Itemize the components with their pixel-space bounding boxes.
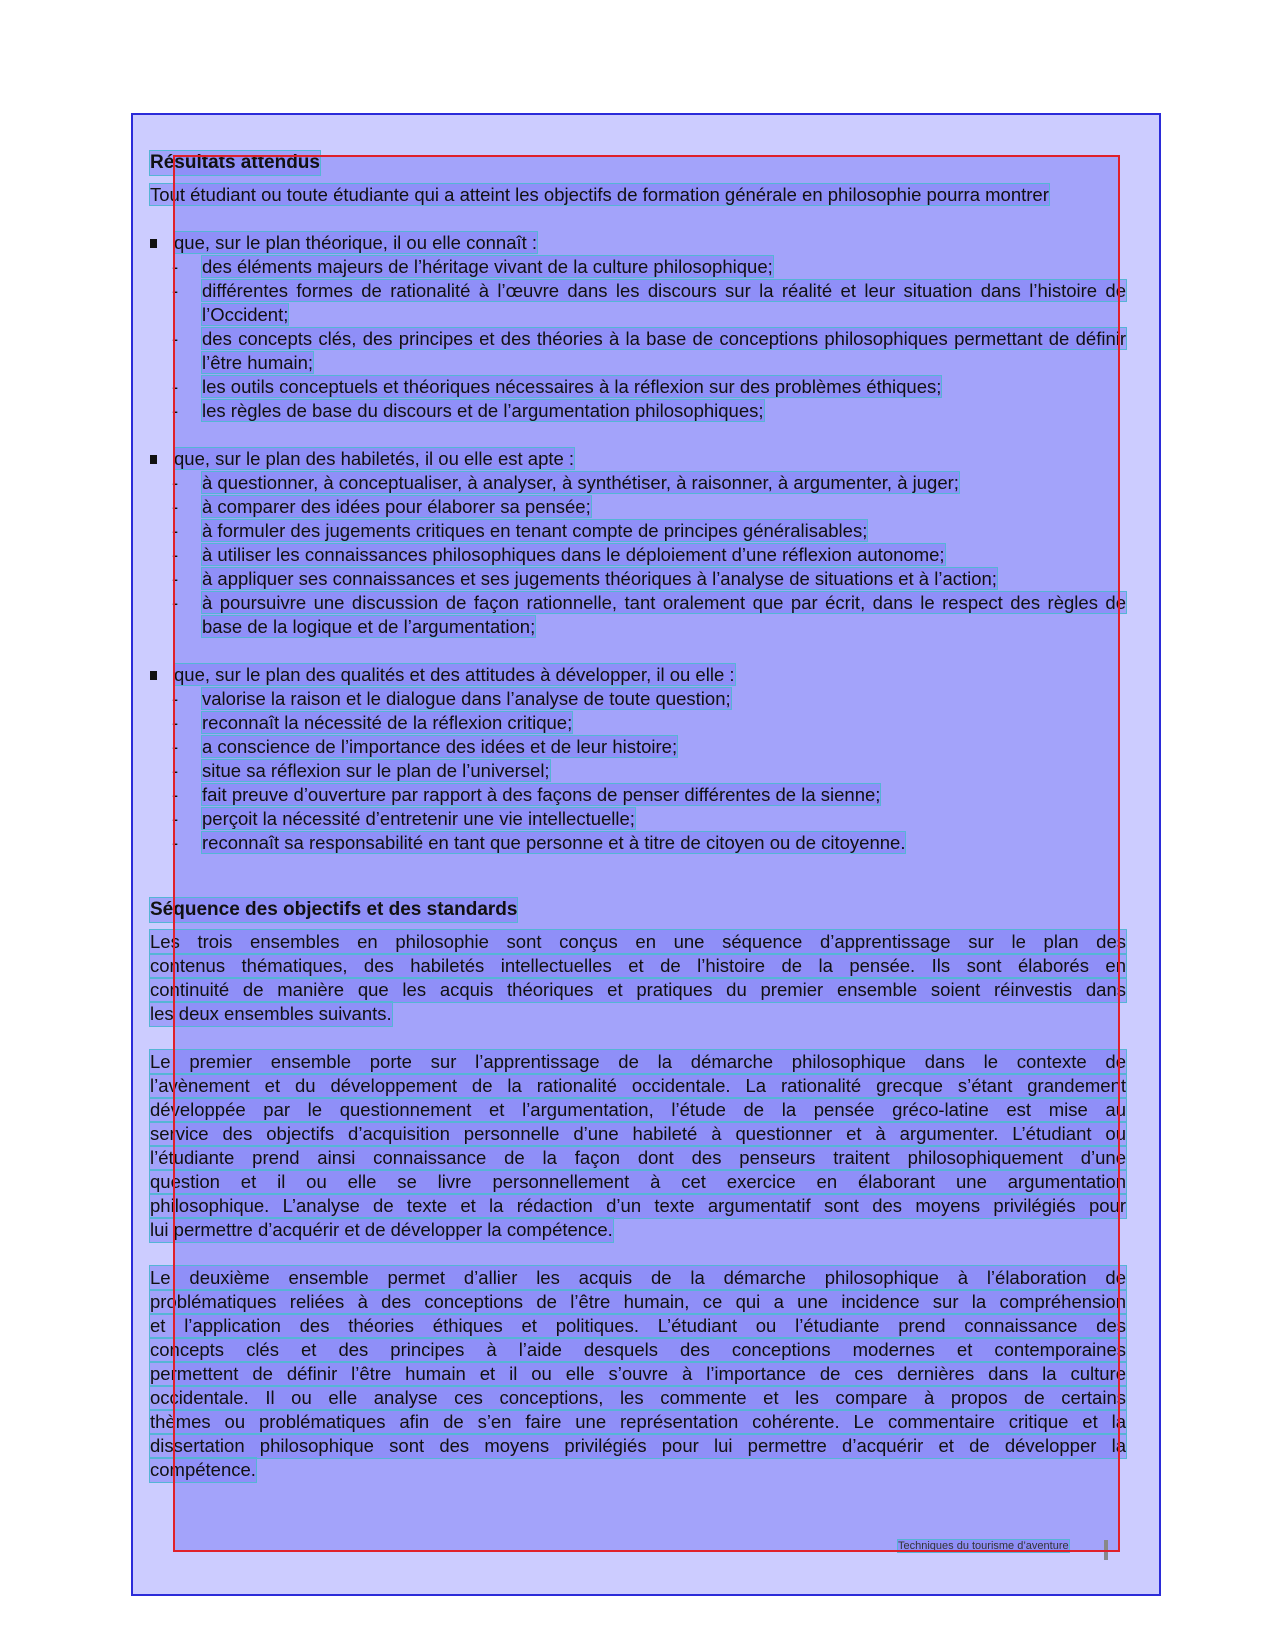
results-group-attitudes: [150, 663, 1126, 855]
group-head: que, sur le plan théorique, il ou elle connaît :: [150, 231, 1126, 255]
list-item: - les règles de base du discours et de l’argumentation philosophiques;: [172, 400, 764, 421]
list-item: - à utiliser les connaissances philosophiques dans le déploiement d’une réflexion autonome;: [172, 544, 945, 565]
results-intro: Tout étudiant ou toute étudiante qui a atteint les objectifs de formation générale en philosophie pourra montrer: [150, 184, 1049, 205]
list-item: - situe sa réflexion sur le plan de l’universel;: [172, 760, 550, 781]
results-group-skills: [150, 447, 1126, 639]
dash-icon: -: [172, 760, 179, 781]
dash-icon: -: [172, 400, 179, 421]
sequence-paragraph-2: Le premier ensemble porte sur l’apprentissage de la démarche philosophique dans le contexte de l’avènement et du développement de la rationalité occidentale. La rationalité grecque s’étant grandement développée par le questionnement et l’argumentation, l’étude de la pensée gréco-latine est mise au service des objectifs d’acquisition personnelle d’une habileté à questionner et à argumenter. L’étudiant ou l’étudiante prend ainsi connaissance de la façon dont des penseurs traitent philosophiquement d’une question et il ou elle se livre personnellement à cet exercice en élaborant une argumentation philosophique. L’analyse de texte et la rédaction d’un texte argumentatif sont des moyens privilégiés pour lui permettre d’acquérir et de développer la compétence.: [150, 1051, 1126, 1240]
dash-icon: -: [172, 736, 179, 757]
list-item: - perçoit la nécessité d’entretenir une vie intellectuelle;: [172, 808, 635, 829]
group-list: [150, 687, 1126, 855]
list-item: - des concepts clés, des principes et des théories à la base de conceptions philosophiques permettant de définir l’être humain;: [172, 328, 1126, 373]
footer-text: Techniques du tourisme d’aventure: [898, 1540, 1069, 1552]
dash-icon: -: [172, 496, 179, 517]
list-item: - à formuler des jugements critiques en tenant compte de principes généralisables;: [172, 520, 868, 541]
list-item: - les outils conceptuels et théoriques nécessaires à la réflexion sur des problèmes éthiques;: [172, 376, 942, 397]
list-item: - à appliquer ses connaissances et ses jugements théoriques à l’analyse de situations et à l’action;: [172, 568, 997, 589]
dash-icon: -: [172, 808, 179, 829]
list-item: - a conscience de l’importance des idées et de leur histoire;: [172, 736, 678, 757]
list-item: - des éléments majeurs de l’héritage vivant de la culture philosophique;: [172, 256, 773, 277]
group-list: [150, 471, 1126, 639]
dash-icon: -: [172, 568, 179, 589]
results-group-theory: [150, 231, 1126, 423]
dash-icon: -: [172, 256, 179, 277]
dash-icon: -: [172, 544, 179, 565]
dash-icon: -: [172, 376, 179, 397]
dash-icon: -: [172, 280, 179, 301]
list-item: - à poursuivre une discussion de façon rationnelle, tant oralement que par écrit, dans le respect des règles de base de la logique et de l’argumentation;: [172, 592, 1126, 637]
dash-icon: -: [172, 832, 179, 853]
list-item: - différentes formes de rationalité à l’œuvre dans les discours sur la réalité et leur situation dans l’histoire de l’Occident;: [172, 280, 1126, 325]
list-item: - à comparer des idées pour élaborer sa pensée;: [172, 496, 591, 517]
dash-icon: -: [172, 592, 179, 613]
footer-marker: [1104, 1540, 1108, 1560]
sequence-heading: Séquence des objectifs et des standards: [150, 899, 518, 920]
sequence-paragraph-1: Les trois ensembles en philosophie sont conçus en une séquence d’apprentissage sur le plan des contenus thématiques, des habiletés intellectuelles et de l’histoire de la pensée. Ils sont élaborés en continuité de manière que les acquis théoriques et pratiques du premier ensemble soient réinvestis dans les deux ensembles suivants.: [150, 931, 1126, 1024]
results-heading: Résultats attendus: [150, 152, 320, 173]
group-head: que, sur le plan des qualités et des attitudes à développer, il ou elle :: [150, 663, 1126, 687]
bullet-icon: [150, 239, 157, 248]
dash-icon: -: [172, 688, 179, 709]
group-list: [150, 255, 1126, 423]
bullet-icon: [150, 671, 157, 680]
list-item: - valorise la raison et le dialogue dans l’analyse de toute question;: [172, 688, 731, 709]
list-item: - reconnaît la nécessité de la réflexion critique;: [172, 712, 573, 733]
list-item: - à questionner, à conceptualiser, à analyser, à synthétiser, à raisonner, à argumenter, à juger;: [172, 472, 959, 493]
dash-icon: -: [172, 328, 179, 349]
dash-icon: -: [172, 784, 179, 805]
document-body: [150, 150, 1126, 1506]
dash-icon: -: [172, 472, 179, 493]
group-head: que, sur le plan des habiletés, il ou elle est apte :: [150, 447, 1126, 471]
list-item: - fait preuve d’ouverture par rapport à des façons de penser différentes de la sienne;: [172, 784, 881, 805]
list-item: - reconnaît sa responsabilité en tant que personne et à titre de citoyen ou de citoyenne.: [172, 832, 906, 853]
bullet-icon: [150, 455, 157, 464]
dash-icon: -: [172, 712, 179, 733]
dash-icon: -: [172, 520, 179, 541]
sequence-paragraph-3: Le deuxième ensemble permet d’allier les acquis de la démarche philosophique à l’élaboration de problématiques reliées à des conceptions de l’être humain, ce qui a une incidence sur la compréhension et l’application des théories éthiques et politiques. L’étudiant ou l’étudiante prend connaissance des concepts clés et des principes à l’aide desquels des conceptions modernes et contemporaines permettent de définir l’être humain et il ou elle s’ouvre à l’importance de ces dernières dans la culture occidentale. Il ou elle analyse ces conceptions, les commente et les compare à propos de certains thèmes ou problématiques afin de s’en faire une représentation cohérente. Le commentaire critique et la dissertation philosophique sont des moyens privilégiés pour lui permettre d’acquérir et de développer la compétence.: [150, 1267, 1126, 1480]
